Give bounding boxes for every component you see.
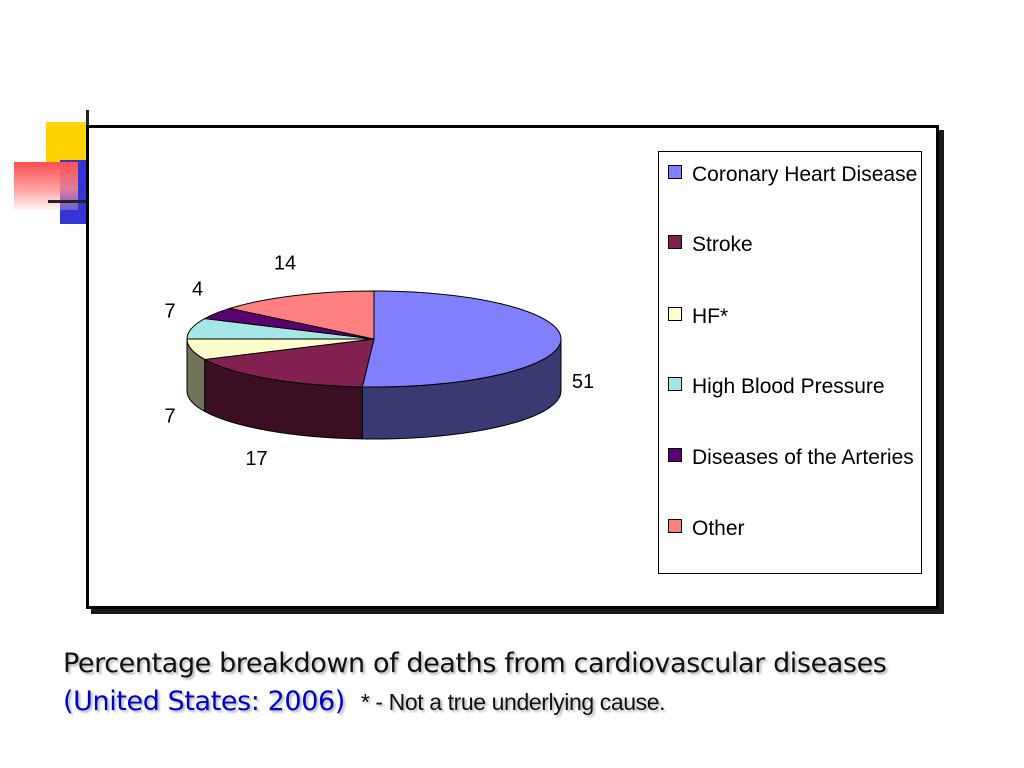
legend-label-stroke: Stroke [692, 233, 753, 256]
legend-swatch-coronary [668, 165, 682, 179]
legend-item-other [668, 514, 927, 544]
chart-caption [63, 645, 963, 721]
legend-label-hf: HF* [692, 305, 729, 328]
data-label-stroke: 17 [245, 447, 268, 470]
chart-frame [86, 125, 939, 609]
data-label-arteries: 4 [191, 278, 204, 301]
legend-swatch-high-blood-pressure [668, 377, 682, 391]
legend-swatch-hf [668, 307, 682, 321]
legend-item-coronary [668, 160, 927, 190]
legend-item-arteries [668, 443, 927, 473]
legend-item-hf [668, 302, 927, 332]
data-label-hf: 7 [164, 405, 176, 428]
chart-legend [658, 151, 922, 574]
legend-label-arteries: Diseases of the Arteries [692, 446, 914, 469]
data-label-high-blood-pressure: 7 [164, 300, 176, 323]
legend-item-stroke [668, 230, 927, 260]
legend-item-high-blood-pressure [668, 372, 927, 402]
data-label-coronary: 51 [571, 371, 595, 393]
legend-swatch-arteries [668, 448, 682, 462]
legend-label-coronary: Coronary Heart Disease [692, 163, 918, 186]
decor-horizontal-line [48, 200, 88, 203]
caption-title: Percentage breakdown of deaths from cardiovascular diseases [63, 648, 887, 679]
data-label-other: 14 [273, 252, 297, 275]
caption-subtitle: (United States: 2006) [63, 686, 345, 717]
legend-swatch-other [668, 519, 682, 533]
decor-yellow-square [46, 122, 86, 164]
legend-label-high-blood-pressure: High Blood Pressure [692, 375, 885, 398]
legend-label-other: Other [692, 517, 745, 540]
caption-note: * - Not a true underlying cause. [360, 689, 666, 715]
legend-swatch-stroke [668, 235, 682, 249]
